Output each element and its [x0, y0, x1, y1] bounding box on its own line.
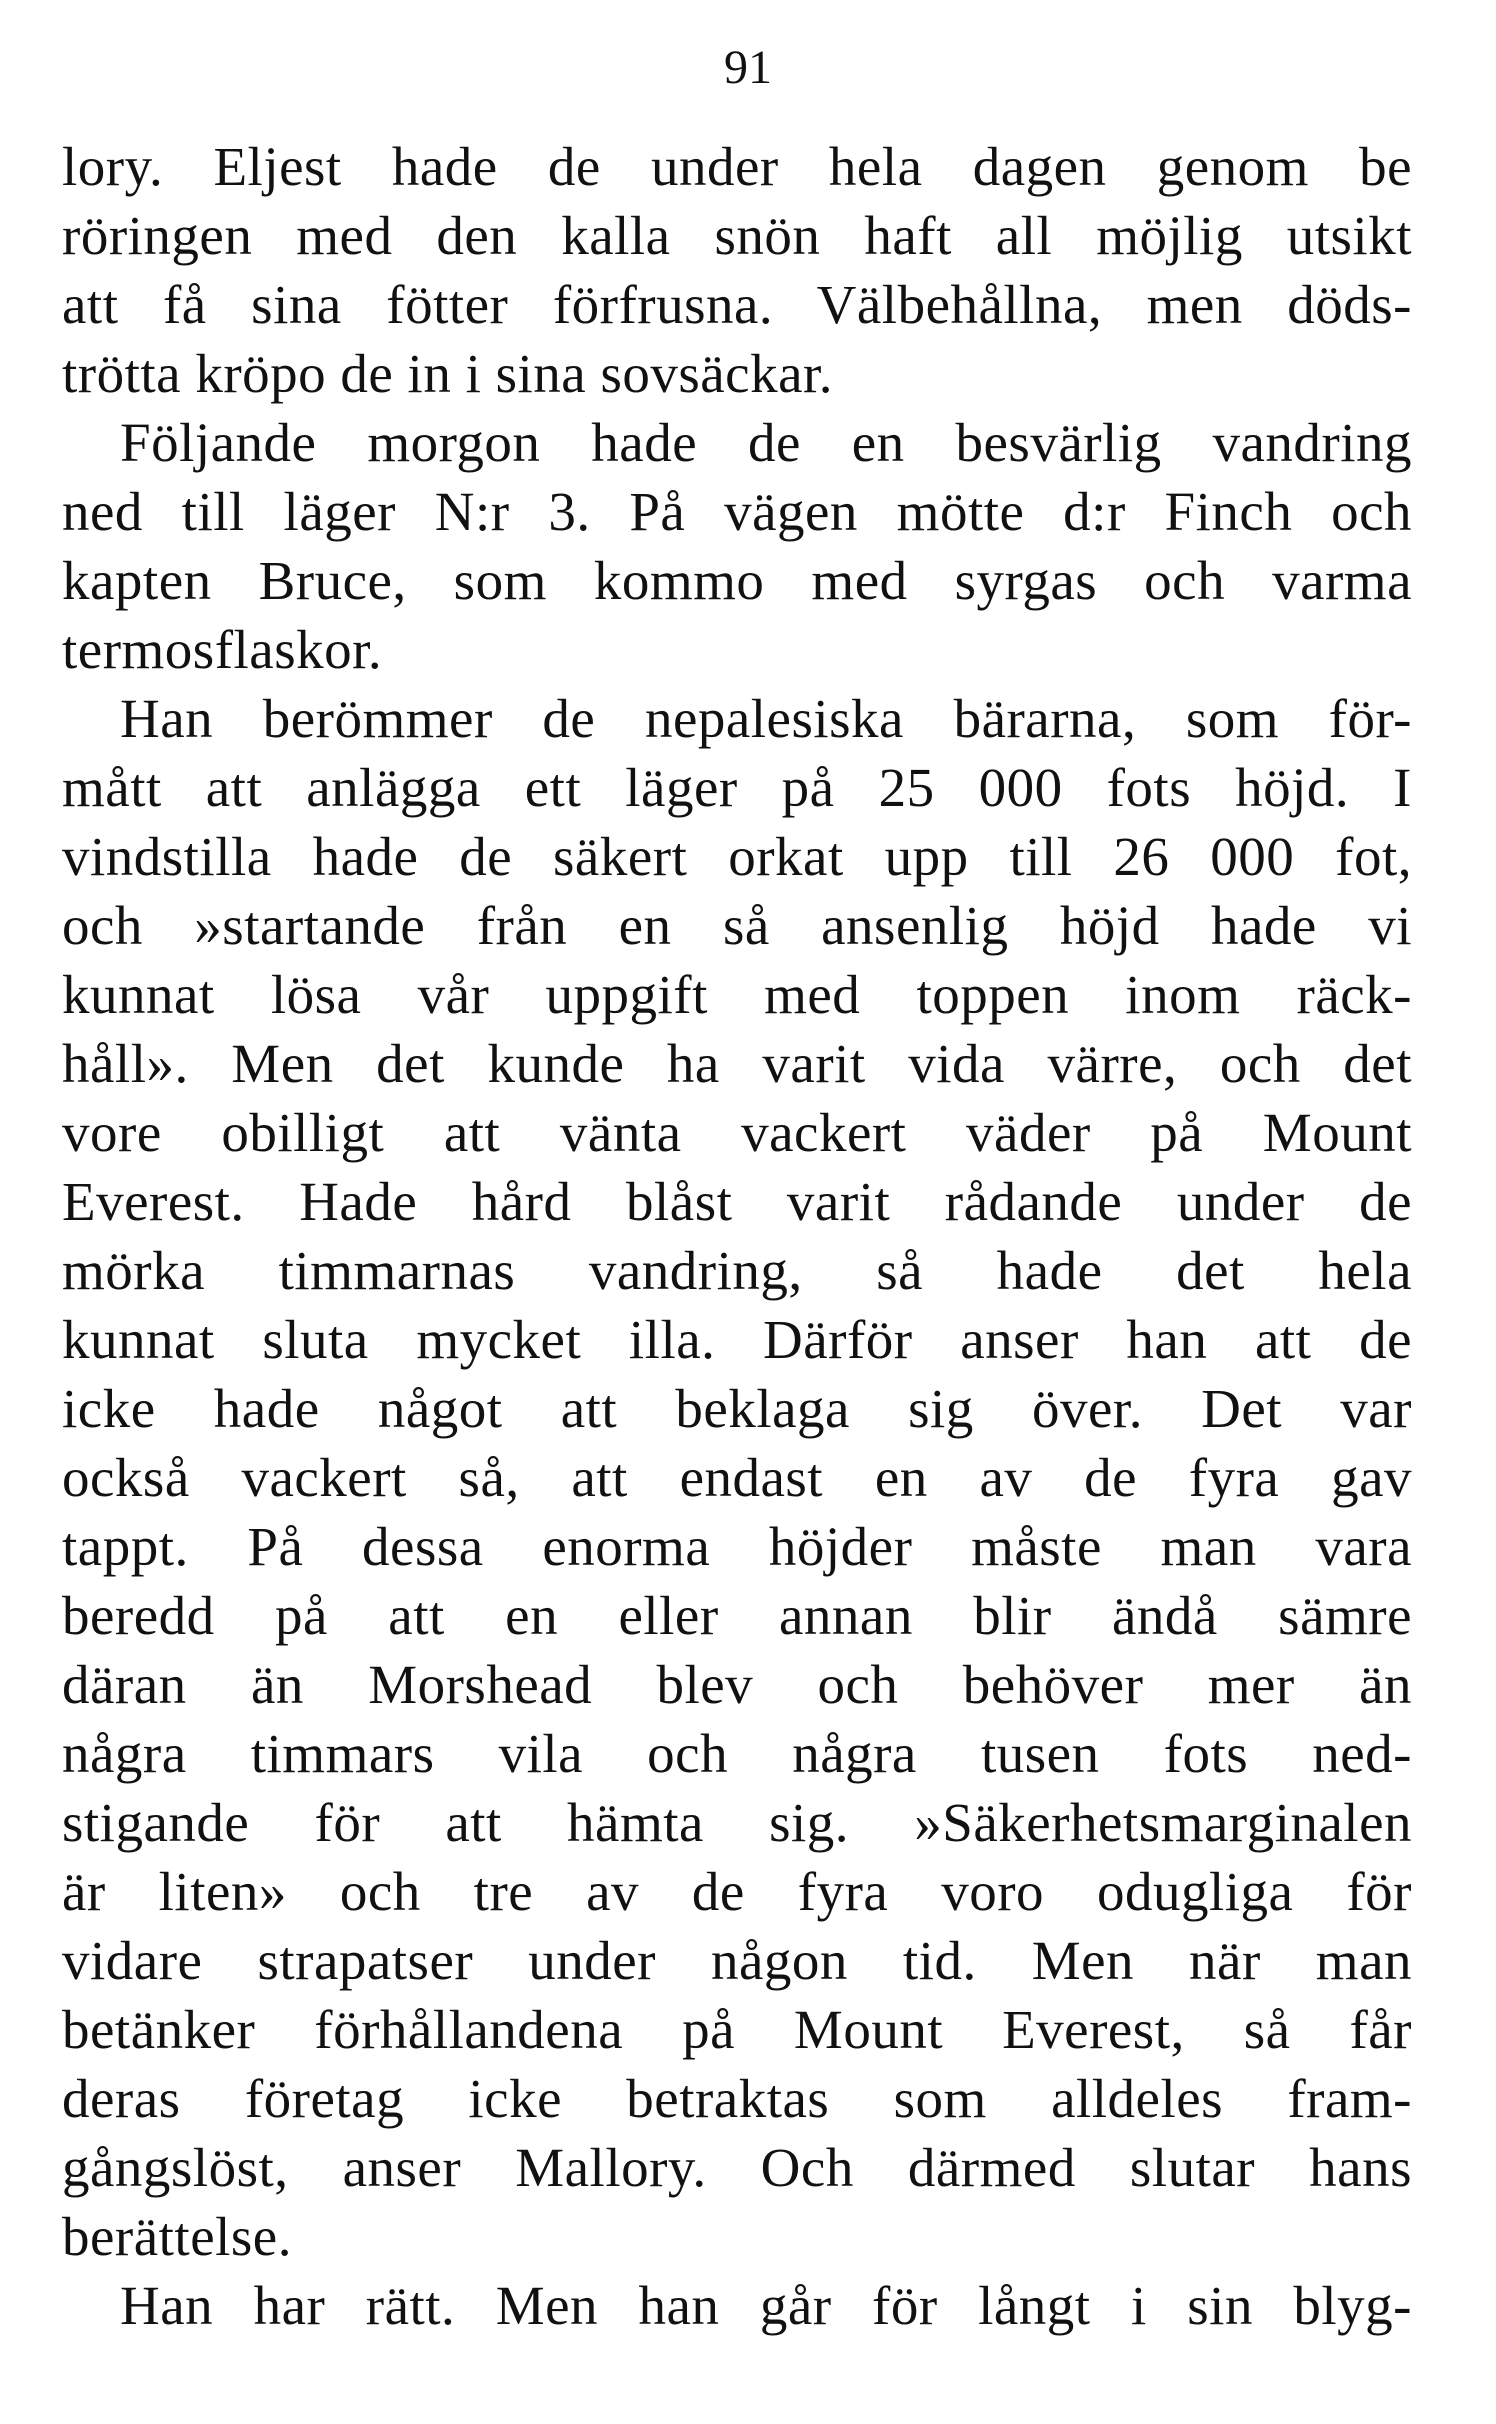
- text-line: vore obilligt att vänta vackert väder på Mount: [62, 1102, 1412, 1163]
- text-line: icke hade något att beklaga sig över. Det var: [62, 1378, 1412, 1439]
- text-line: vidare strapatser under någon tid. Men när man: [62, 1930, 1412, 1991]
- text-line: lory. Eljest hade de under hela dagen genom be: [62, 136, 1412, 197]
- text-line: är liten» och tre av de fyra voro odugliga för: [62, 1861, 1412, 1922]
- text-line: också vackert så, att endast en av de fyra gav: [62, 1447, 1412, 1508]
- text-line: deras företag icke betraktas som alldeles fram-: [62, 2068, 1412, 2129]
- text-line: och »startande från en så ansenlig höjd hade vi: [62, 895, 1412, 956]
- text-line: betänker förhållandena på Mount Everest, så får: [62, 1999, 1412, 2060]
- text-line: trötta kröpo de in i sina sovsäckar.: [62, 343, 834, 404]
- text-line: Everest. Hade hård blåst varit rådande under de: [62, 1171, 1412, 1232]
- text-line: ned till läger N:r 3. På vägen mötte d:r Finch och: [62, 481, 1412, 542]
- text-line: håll». Men det kunde ha varit vida värre, och det: [62, 1033, 1412, 1094]
- text-line: gångslöst, anser Mallory. Och därmed slutar hans: [62, 2137, 1412, 2198]
- text-line: mått att anlägga ett läger på 25 000 fots höjd. I: [62, 757, 1412, 818]
- text-line: Följande morgon hade de en besvärlig vandring: [120, 412, 1412, 473]
- page-number: 91: [724, 41, 772, 94]
- text-line: tappt. På dessa enorma höjder måste man vara: [62, 1516, 1412, 1577]
- text-line: mörka timmarnas vandring, så hade det hela: [62, 1240, 1412, 1301]
- text-line: stigande för att hämta sig. »Säkerhetsmarginalen: [62, 1792, 1412, 1853]
- text-line: att få sina fötter förfrusna. Välbehållna, men döds-: [62, 274, 1412, 335]
- text-line: kunnat sluta mycket illa. Därför anser han att de: [62, 1309, 1412, 1370]
- text-line: röringen med den kalla snön haft all möjlig utsikt: [62, 205, 1412, 266]
- text-line: vindstilla hade de säkert orkat upp till 26 000 fot,: [62, 826, 1412, 887]
- text-line: Han berömmer de nepalesiska bärarna, som för-: [120, 688, 1412, 749]
- text-line: Han har rätt. Men han går för långt i sin blyg-: [120, 2275, 1412, 2336]
- text-line: termosflaskor.: [62, 619, 383, 680]
- body-text: [62, 132, 1412, 2340]
- text-line: beredd på att en eller annan blir ändå sämre: [62, 1585, 1412, 1646]
- text-line: berättelse.: [62, 2206, 292, 2267]
- text-line: kunnat lösa vår uppgift med toppen inom räck-: [62, 964, 1412, 1025]
- text-line: däran än Morshead blev och behöver mer än: [62, 1654, 1412, 1715]
- text-line: några timmars vila och några tusen fots ned-: [62, 1723, 1412, 1784]
- text-line: kapten Bruce, som kommo med syrgas och varma: [62, 550, 1412, 611]
